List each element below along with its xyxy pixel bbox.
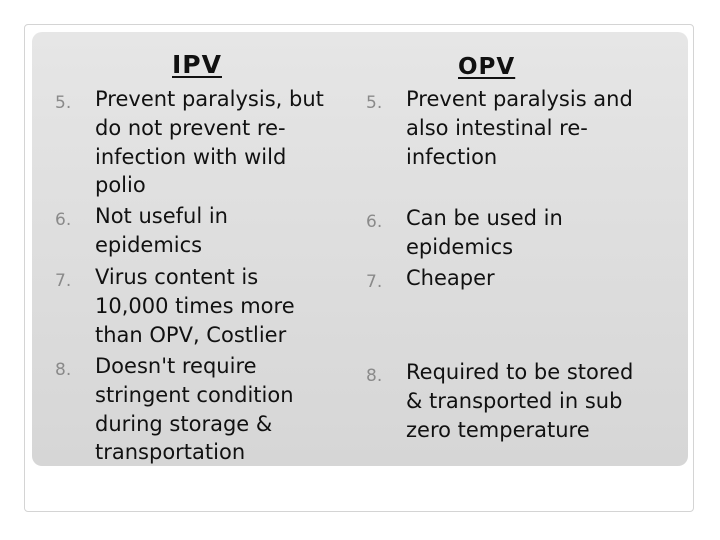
ipv-item-8-line-3: during storage &	[95, 411, 273, 436]
opv-item-6-line-2: epidemics	[406, 234, 514, 259]
ipv-item-8-line-1: Doesn't require	[95, 354, 257, 378]
ipv-item-7-number: 7.	[55, 271, 72, 291]
opv-item-6-line-1: Can be used in	[406, 206, 563, 230]
ipv-item-7-line-2: 10,000 times more	[95, 293, 295, 318]
opv-item-6-text	[406, 204, 563, 262]
opv-item-5-line-2: also intestinal re-	[406, 115, 588, 140]
opv-heading: OPV	[458, 54, 516, 80]
ipv-item-8-text	[95, 352, 294, 467]
ipv-heading: IPV	[172, 50, 222, 79]
opv-item-5-text	[406, 85, 633, 171]
ipv-item-6-number: 6.	[55, 210, 72, 230]
opv-item-7-number: 7.	[366, 272, 383, 292]
ipv-item-5-line-4: polio	[95, 173, 146, 198]
ipv-item-8-number: 8.	[55, 360, 72, 380]
opv-item-5-line-3: infection	[406, 144, 498, 169]
opv-item-7-line-1: Cheaper	[406, 266, 495, 290]
ipv-item-6-line-2: epidemics	[95, 232, 203, 257]
ipv-item-8-line-2: stringent condition	[95, 382, 294, 407]
ipv-item-7-line-1: Virus content is	[95, 265, 259, 289]
opv-item-8-line-2: & transported in sub	[406, 388, 623, 413]
opv-item-8-line-1: Required to be stored	[406, 360, 634, 384]
ipv-item-7-text	[95, 263, 295, 349]
ipv-item-8-line-4: transportation	[95, 440, 246, 465]
ipv-item-5-line-1: Prevent paralysis, but	[95, 87, 324, 111]
ipv-item-5-text	[95, 85, 324, 200]
opv-item-8-text	[406, 358, 633, 444]
opv-item-5-line-1: Prevent paralysis and	[406, 87, 633, 111]
ipv-item-7-line-3: than OPV, Costlier	[95, 322, 287, 347]
ipv-item-5-number: 5.	[55, 93, 72, 113]
opv-item-8-number: 8.	[366, 366, 383, 386]
opv-item-8-line-3: zero temperature	[406, 417, 590, 442]
opv-item-7-text	[406, 264, 495, 293]
ipv-item-5-line-2: do not prevent re-	[95, 115, 286, 140]
ipv-item-6-line-1: Not useful in	[95, 204, 228, 228]
opv-item-5-number: 5.	[366, 93, 383, 113]
opv-item-6-number: 6.	[366, 212, 383, 232]
ipv-item-5-line-3: infection with wild	[95, 144, 287, 169]
ipv-item-6-text	[95, 202, 228, 260]
